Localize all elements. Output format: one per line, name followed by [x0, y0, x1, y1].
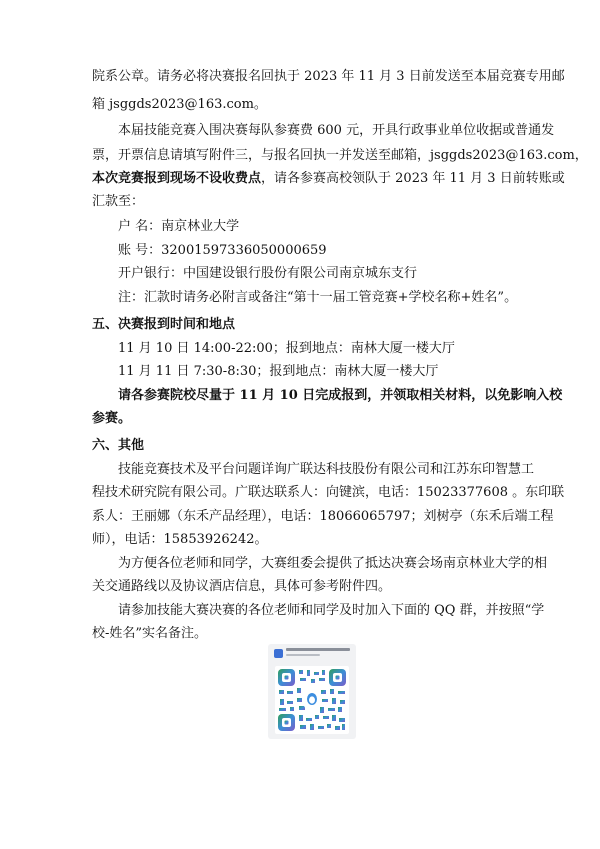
qr-code-icon	[275, 666, 349, 734]
section-5-heading: 五、决赛报到时间和地点	[92, 317, 236, 332]
para1-line2: 箱 jsggds2023@163.com。	[92, 97, 267, 112]
group-number-text	[286, 654, 320, 656]
para1-line1: 院系公章。请务必将决赛报名回执于 2023 年 11 月 3 日前发送至本届竞赛专用邮	[92, 69, 565, 84]
remittance-note: 注：汇款时请务必附言或备注“第十一届工管竞赛+学校名称+姓名”。	[118, 290, 518, 305]
para2-line2: 票，开票信息请填写附件三，与报名回执一并发送至邮箱，jsggds2023@163.com，	[92, 148, 588, 163]
no-onsite-fee-notice: 本次竞赛报到现场不设收费点	[92, 171, 262, 186]
traffic-line1: 为方便各位老师和同学，大赛组委会提供了抵达决赛会场南京林业大学的相	[118, 556, 548, 571]
bank-name: 开户银行：中国建设银行股份有限公司南京城东支行	[118, 266, 418, 281]
group-avatar-icon	[274, 649, 283, 658]
group-name-text	[286, 648, 350, 651]
para2-line4: 汇款至：	[92, 194, 145, 209]
checkin-row-2: 11 月 11 日 7:30-8:30；报到地点：南林大厦一楼大厅	[118, 364, 439, 379]
account-name: 户 名：南京林业大学	[118, 219, 240, 234]
para2-line3	[92, 170, 565, 187]
qq-line1: 请参加技能大赛决赛的各位老师和同学及时加入下面的 QQ 群，并按照“学	[118, 603, 545, 618]
qq-line2: 校-姓名”实名备注。	[92, 626, 208, 641]
support-line4: 师），电话：15853926242。	[92, 532, 268, 547]
traffic-line2: 关交通路线以及协议酒店信息，具体可参考附件四。	[92, 579, 392, 594]
checkin-row-1: 11 月 10 日 14:00-22:00；报到地点：南林大厦一楼大厅	[118, 341, 455, 356]
checkin-notice-line2: 参赛。	[92, 411, 132, 426]
checkin-notice-line1: 请各参赛院校尽量于 11 月 10 日完成报到，并领取相关材料，以免影响入校	[118, 388, 563, 403]
support-line1: 技能竞赛技术及平台问题详询广联达科技股份有限公司和江苏东印智慧工	[118, 462, 535, 477]
qq-group-qr-card	[268, 644, 356, 739]
para2-line1: 本届技能竞赛入围决赛每队参赛费 600 元，开具行政事业单位收据或普通发	[118, 123, 555, 138]
support-line2: 程技术研究院有限公司。广联达联系人：向键滨，电话：15023377608 。东印联	[92, 485, 565, 500]
account-number: 账 号：32001597336050000659	[118, 243, 327, 258]
transfer-deadline-text: ，请各参赛高校领队于 2023 年 11 月 3 日前转账或	[261, 171, 565, 186]
section-6-heading: 六、其他	[92, 438, 145, 453]
support-line3: 系人：王丽娜（东禾产品经理），电话：18066065797；刘树亭（东禾后端工程	[92, 509, 554, 524]
